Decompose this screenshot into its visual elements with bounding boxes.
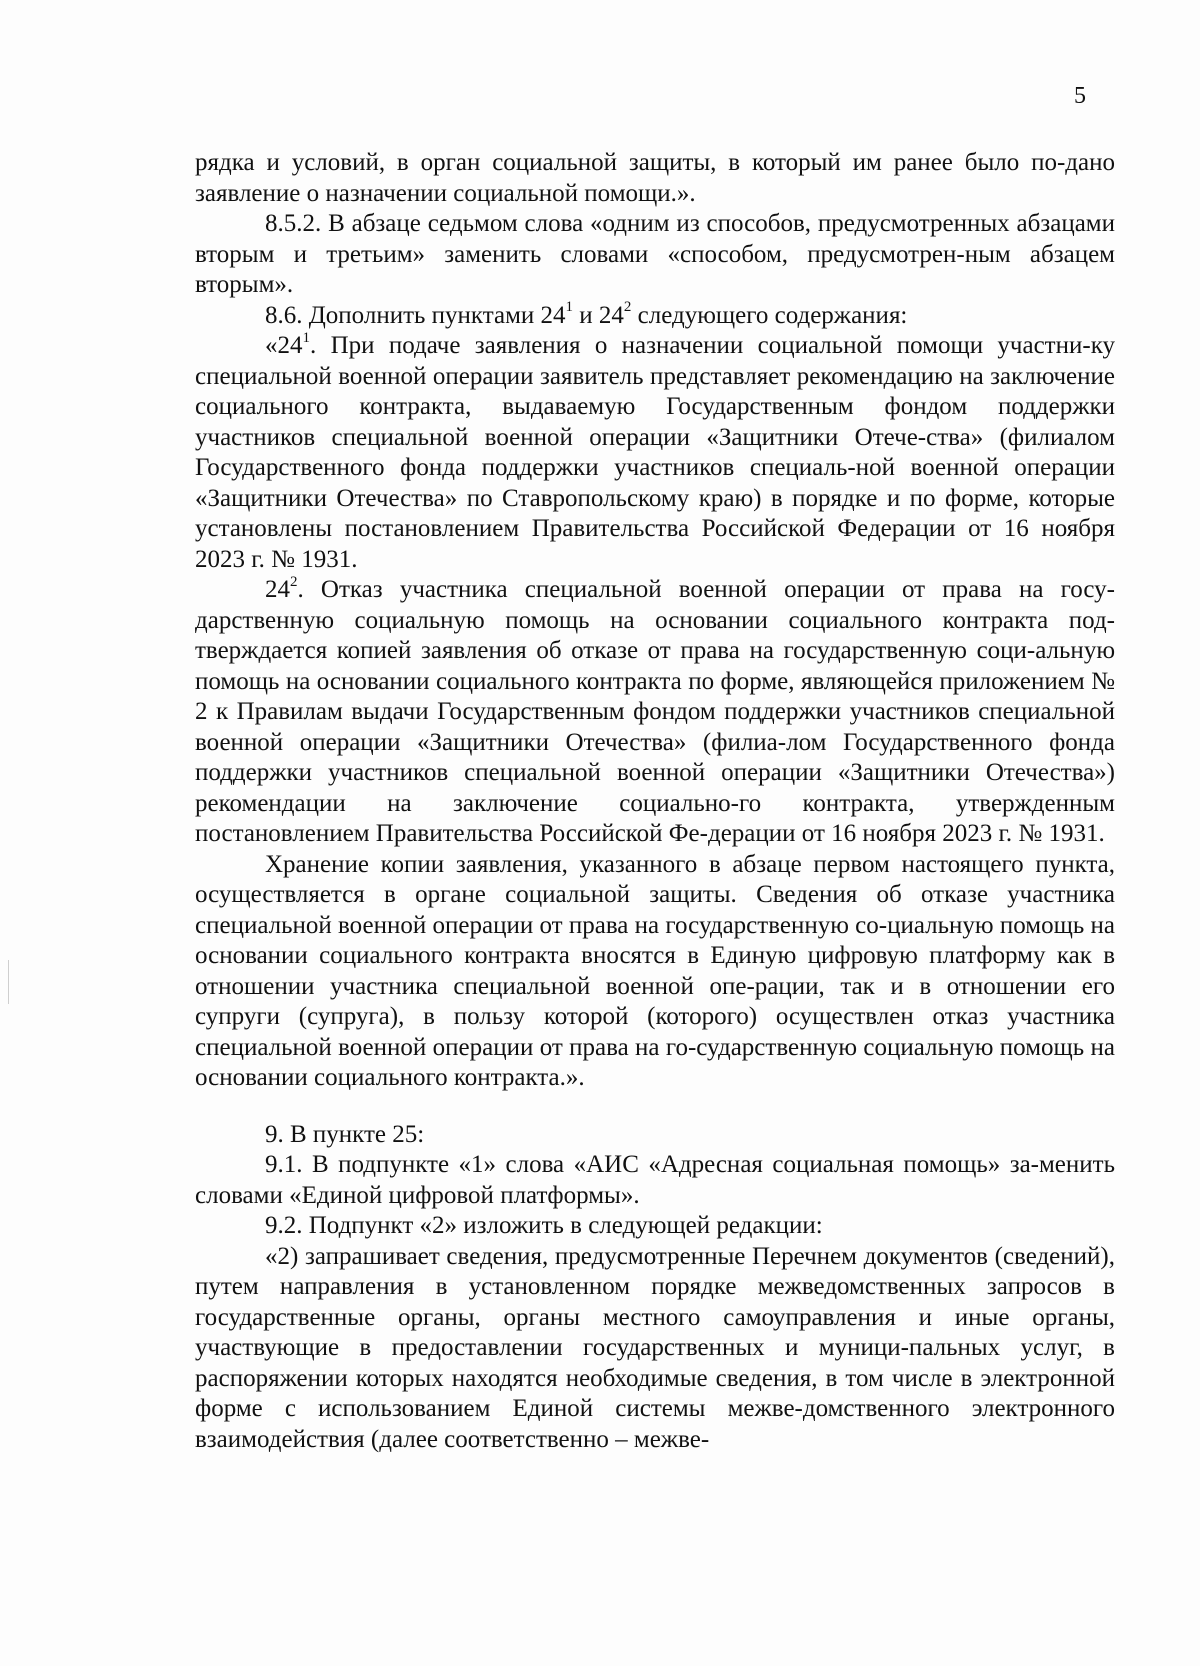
paragraph-8-6 (195, 301, 1115, 332)
paragraph-24-1 (195, 331, 1115, 575)
paragraph-9-2: 9.2. Подпункт «2» изложить в следующей редакции: (265, 1212, 823, 1239)
paragraph-continuation: рядка и условий, в орган социальной защиты, в который им ранее было по-дано заявление о назначении социальной помощи.». (195, 149, 1115, 207)
paragraph-24-2 (195, 575, 1115, 850)
paragraph-8-5-2: 8.5.2. В абзаце седьмом слова «одним из способов, предусмотренных абзацами вторым и третьим» заменить словами «способом, предусмотрен-ным абзацем вторым». (195, 210, 1115, 298)
superscript-2: 2 (290, 573, 298, 590)
paragraph-8-6-text-after: следующего содержания: (631, 301, 908, 329)
paragraph-gap (195, 1094, 1115, 1120)
paragraph-24-2-text-after: . Отказ участника специальной военной операции от права на госу-дарственную социальную помощь на основании социального контракта под-тверждается копией заявления об отказе от права на государственную соци-альную помощь на основании социального контракта по форме, являющейся приложением № 2 к Правилам выдачи Государственным фондом поддержки участников специальной военной операции «Защитники Отечества» (филиа-лом Государственного фонда поддержки участников специальной военной операции «Защитники Отечества») рекомендации на заключение социально-го контракта, утвержденным постановлением Правительства Российской Фе-дерации от 16 ноября 2023 г. № 1931. (195, 576, 1115, 847)
paragraph-subpoint-2: «2) запрашивает сведения, предусмотренные Перечнем документов (сведений), путем направления в установленном порядке межведомственных запросов в государственные органы, органы местного самоуправления и иные органы, участвующие в предоставлении государственных и муници-пальных услуг, в распоряжении которых находятся необходимые сведения, в том числе в электронной форме с использованием Единой системы межве-домственного электронного взаимодействия (далее соответственно – межве- (195, 1242, 1115, 1453)
paragraph-9-1: 9.1. В подпункте «1» слова «АИС «Адресная социальная помощь» за-менить словами «Единой цифровой платформы». (195, 1151, 1115, 1209)
superscript-2: 2 (623, 299, 632, 316)
superscript-1: 1 (302, 329, 310, 346)
paragraph-24-2-text-before: 24 (265, 576, 290, 603)
page-number: 5 (1074, 83, 1086, 109)
superscript-1: 1 (565, 299, 574, 316)
document-body (195, 148, 1115, 1455)
paragraph-8-6-text-mid: и 24 (573, 301, 624, 329)
paragraph-24-1-text-after: . При подаче заявления о назначении социальной помощи участни-ку специальной военной операции заявитель представляет рекомендацию на заключение социального контракта, выдаваемую Государственным фондом поддержки участников специальной военной операции «Защитники Отече-ства» (филиалом Государственного фонда поддержки участников специаль-ной военной операции «Защитники Отечества» по Ставропольскому краю) в порядке и по форме, которые установлены постановлением Правительства Российской Федерации от 16 ноября 2023 г. № 1931. (195, 332, 1115, 573)
paragraph-8-6-text-before: 8.6. Дополнить пунктами 24 (265, 301, 566, 329)
paragraph-storage: Хранение копии заявления, указанного в абзаце первом настоящего пункта, осуществляется в органе социальной защиты. Сведения об отказе участника специальной военной операции от права на государственную со-циальную помощь на основании социального контракта вносятся в Единую цифровую платформу как в отношении участника специальной военной опе-рации, так и в отношении его супруги (супруга), в пользу которой (которого) осуществлен отказ участника специальной военной операции от права на го-сударственную социальную помощь на основании социального контракта.». (195, 850, 1115, 1091)
paragraph-24-1-text-before: «24 (265, 332, 303, 359)
scan-margin-mark (8, 960, 9, 1004)
paragraph-9: 9. В пункте 25: (265, 1120, 425, 1148)
